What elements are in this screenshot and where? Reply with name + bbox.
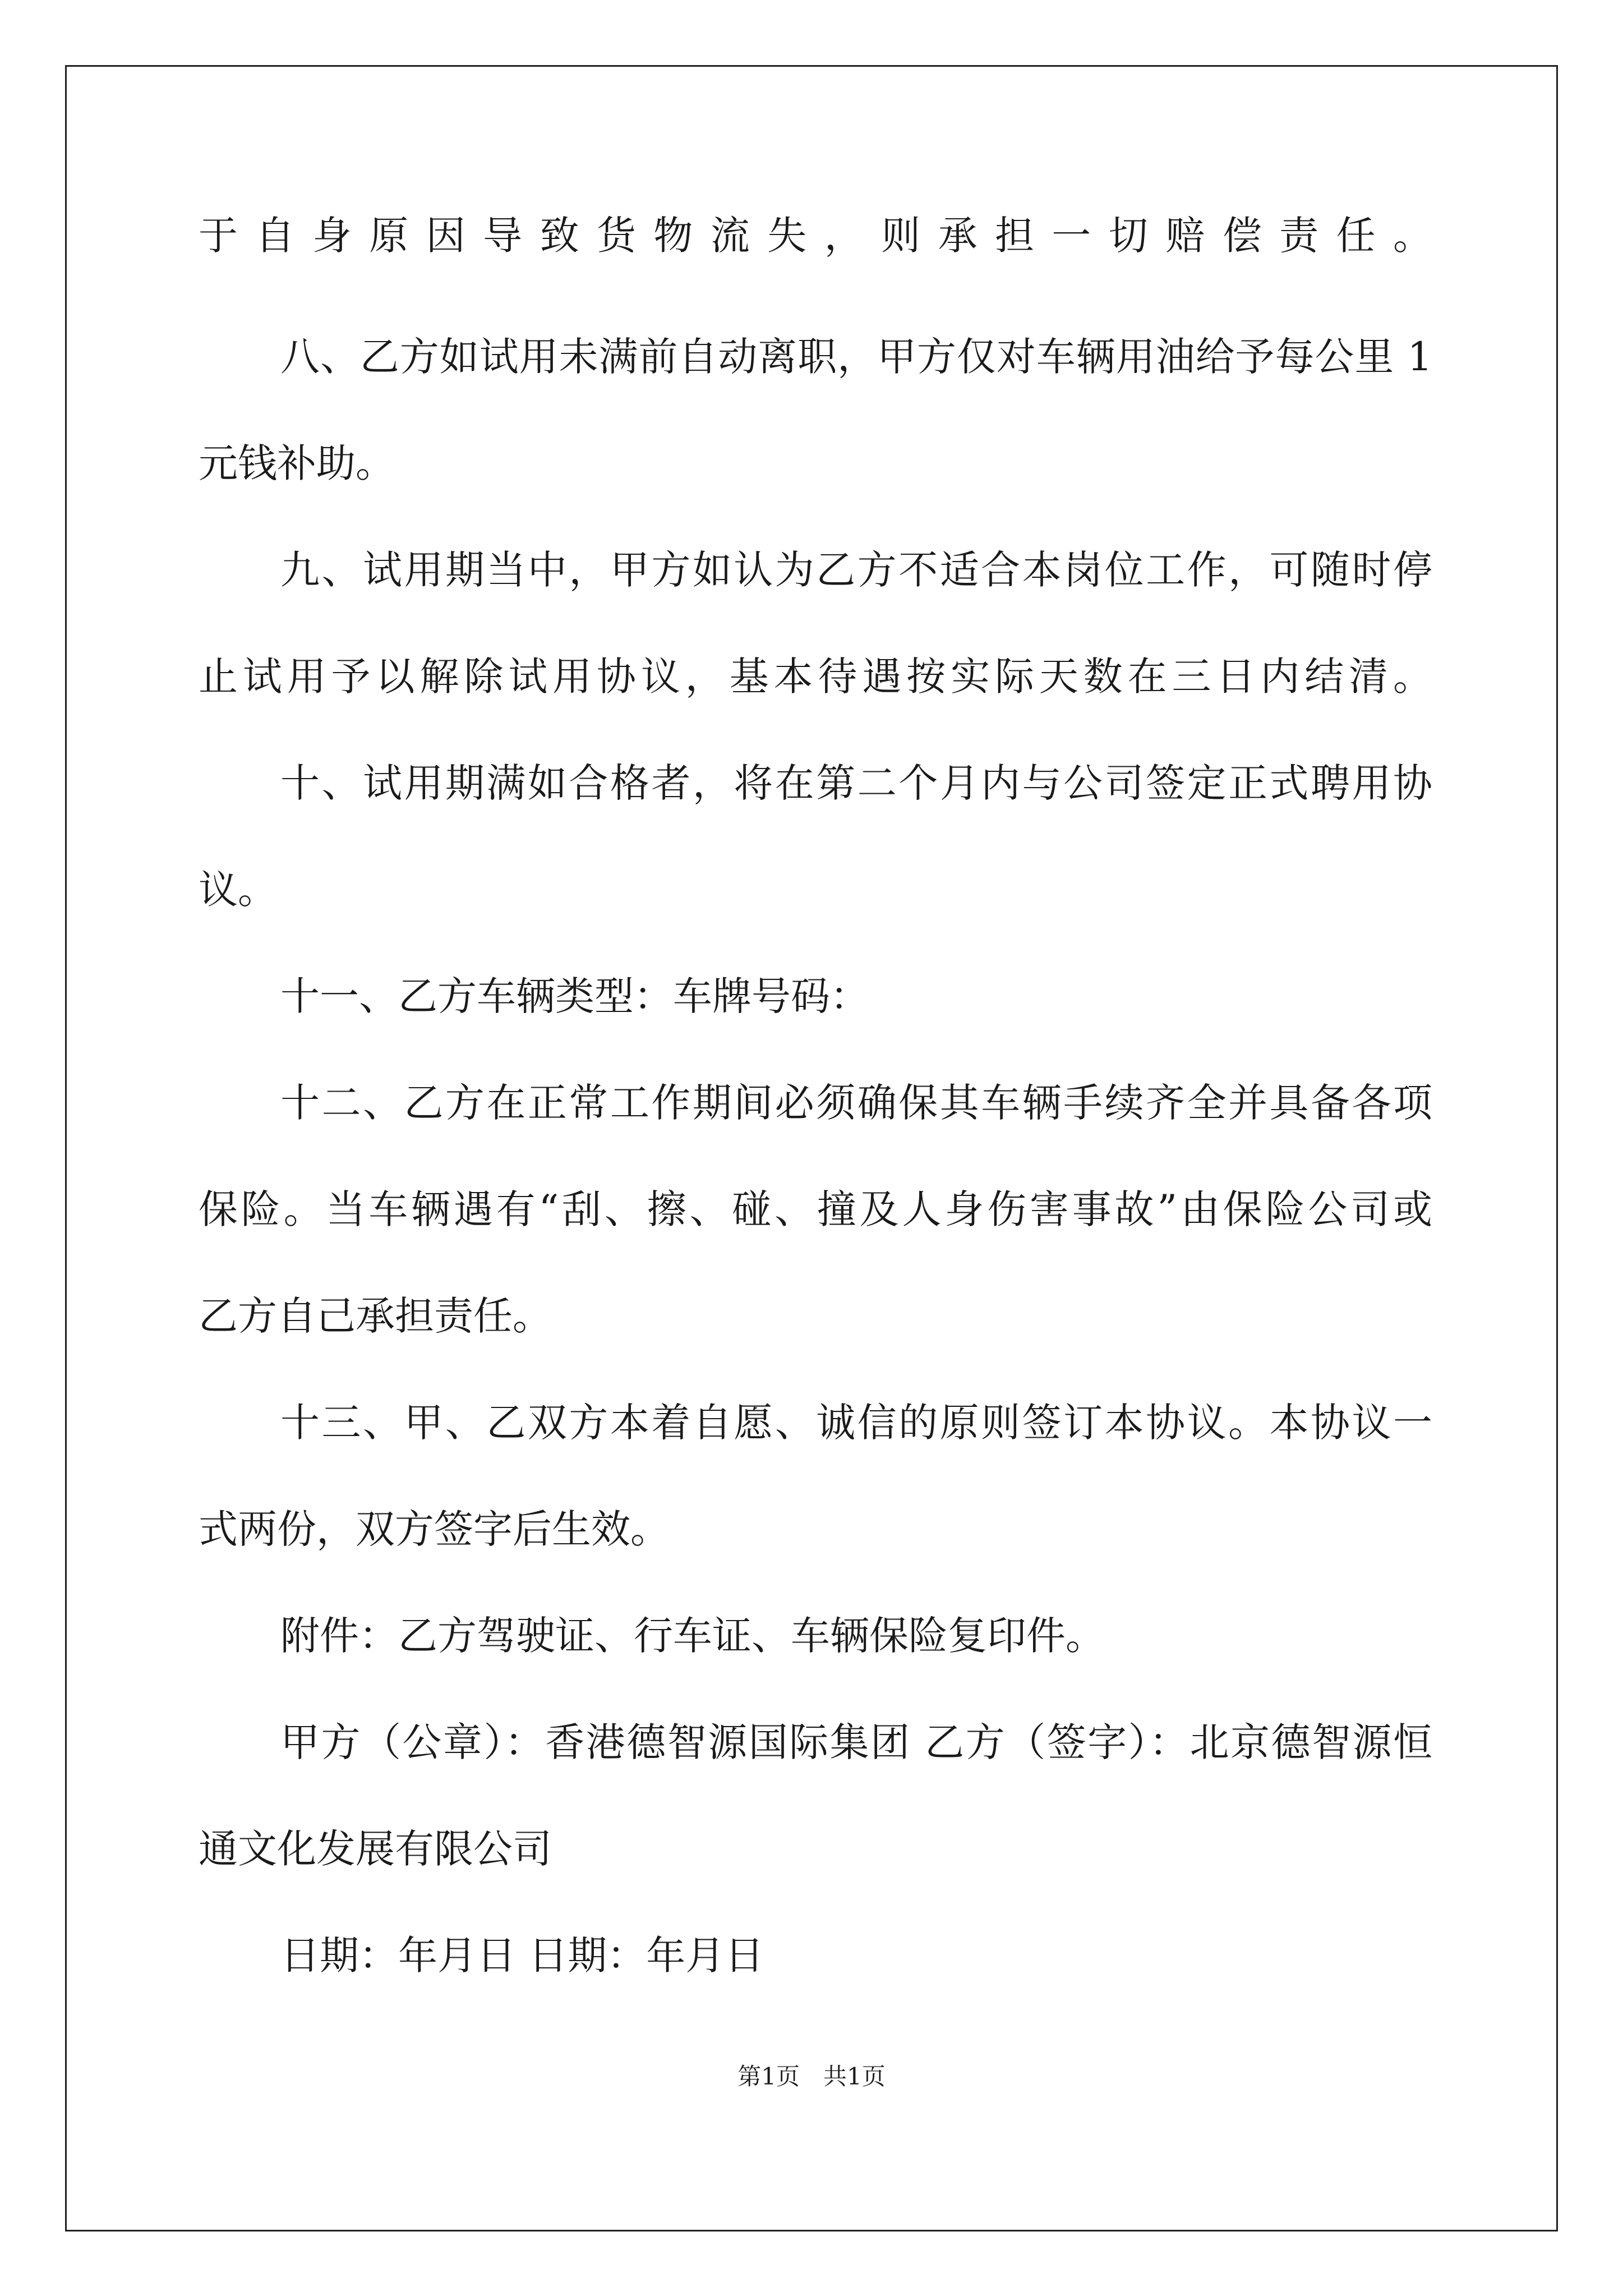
paragraph-line: 式两份，双方签字后生效。	[199, 1506, 670, 1552]
paragraph-line: 于自身原因导致货物流失，则承担一切赔偿责任。	[199, 213, 1432, 259]
paragraph-line: 乙方自己承担责任。	[199, 1293, 552, 1339]
paragraph-line: 十二、乙方在正常工作期间必须确保其车辆手续齐全并具备各项	[280, 1080, 1432, 1126]
paragraph-line: 保险。当车辆遇有“刮、擦、碰、撞及人身伤害事故”由保险公司或	[199, 1186, 1432, 1232]
paragraph-line: 十一、乙方车辆类型：车牌号码：	[280, 973, 869, 1019]
paragraph-line: 日期：年月日 日期：年月日	[280, 1932, 764, 1978]
page-border	[65, 65, 1558, 2231]
paragraph-line: 九、试用期当中，甲方如认为乙方不适合本岗位工作，可随时停	[280, 547, 1432, 593]
paragraph-line: 附件：乙方驾驶证、行车证、车辆保险复印件。	[280, 1613, 1105, 1659]
page-footer: 第1页 共1页	[737, 2063, 886, 2090]
paragraph-line: 十、试用期满如合格者，将在第二个月内与公司签定正式聘用协	[280, 760, 1432, 806]
paragraph-line: 止试用予以解除试用协议，基本待遇按实际天数在三日内结清。	[199, 654, 1432, 700]
paragraph-line: 通文化发展有限公司	[199, 1826, 552, 1872]
paragraph-line: 元钱补助。	[199, 440, 395, 486]
paragraph-line: 议。	[199, 867, 277, 913]
paragraph-line: 十三、甲、乙双方本着自愿、诚信的原则签订本协议。本协议一	[280, 1400, 1432, 1446]
paragraph-line: 八、乙方如试用未满前自动离职，甲方仅对车辆用油给予每公里 1	[280, 334, 1432, 380]
paragraph-line: 甲方（公章）：香港德智源国际集团 乙方（签字）：北京德智源恒	[280, 1719, 1432, 1765]
